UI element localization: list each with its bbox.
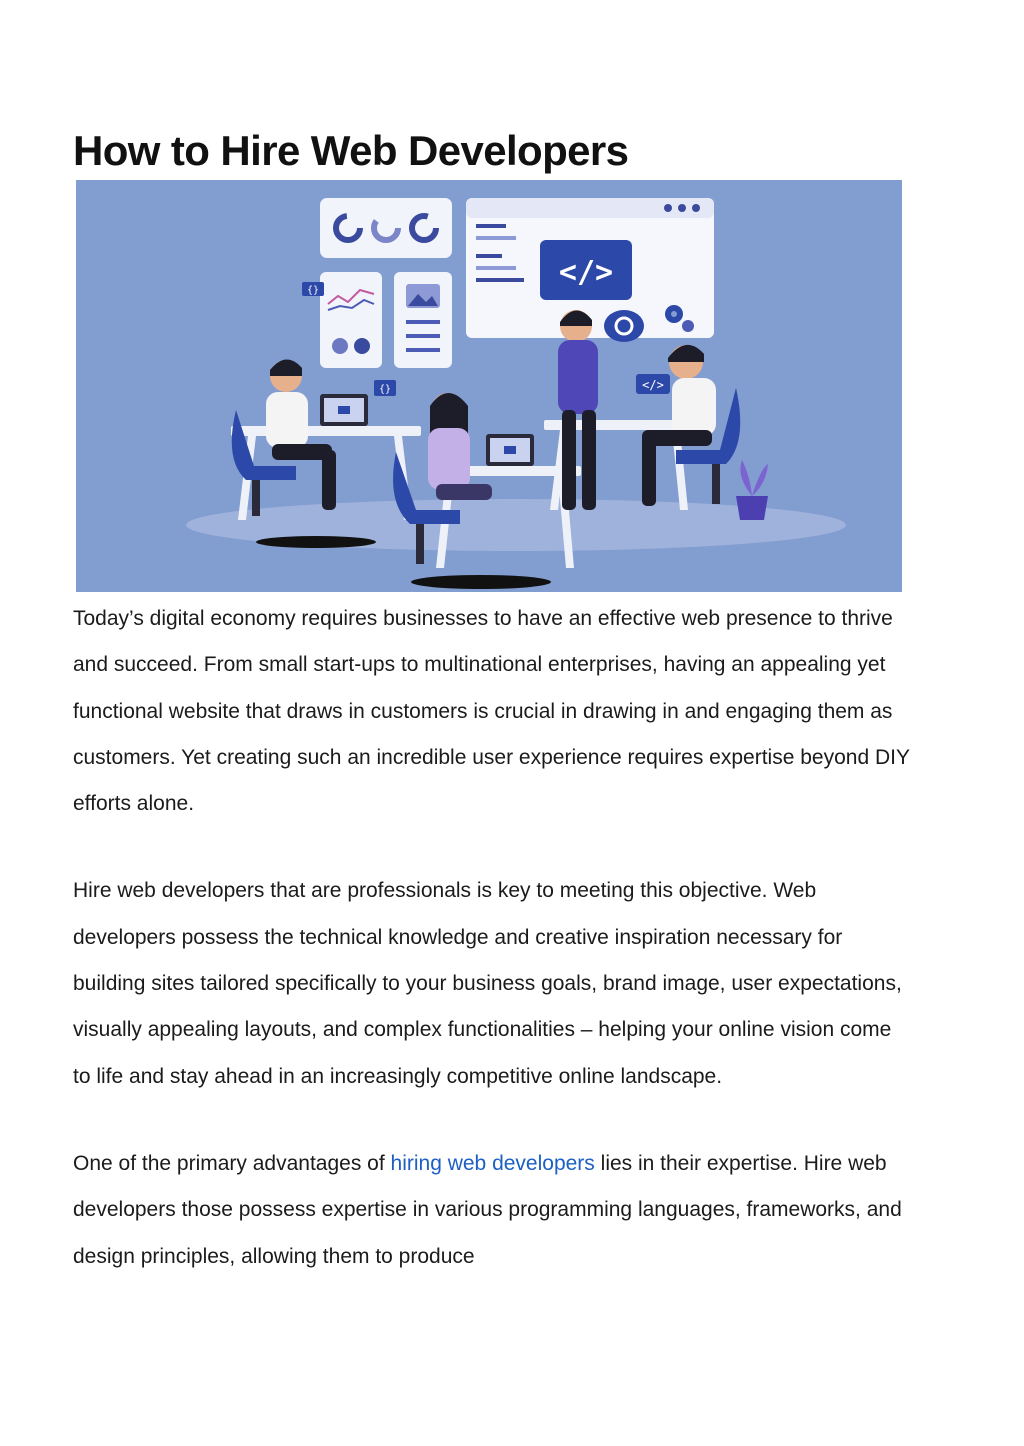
chair-shadow — [411, 575, 551, 589]
code-tag-large: </> — [558, 255, 614, 290]
hiring-web-developers-link[interactable]: hiring web developers — [390, 1151, 595, 1175]
code-tag-badge — [636, 374, 670, 394]
article-body — [73, 596, 913, 1321]
braces-badge — [302, 282, 324, 296]
paragraph-text: One of the primary advantages of — [73, 1151, 391, 1175]
chair-shadow — [256, 536, 376, 548]
stats-card — [320, 198, 452, 258]
braces-badge — [374, 380, 396, 396]
svg-text:</>: </> — [642, 378, 664, 392]
image-card — [394, 272, 452, 368]
svg-text:{}: {} — [378, 384, 392, 395]
svg-text:{}: {} — [306, 285, 320, 296]
laptop — [320, 394, 368, 426]
paragraph-intro: Today’s digital economy requires businesses to have an effective web presence to thrive and succeed. From small start-ups to multinational enterprises, having an appealing yet functional website that draws in customers is crucial in drawing in and engaging them as customers. Yet creating such an incredible user experience requires expertise beyond DIY efforts alone. — [73, 607, 910, 816]
chart-card — [320, 272, 382, 368]
laptop — [486, 434, 534, 466]
team-coding-illustration — [76, 180, 902, 592]
plant-pot — [736, 460, 768, 520]
page-title: How to Hire Web Developers — [73, 127, 629, 174]
developer-standing — [558, 310, 598, 510]
paragraph-text: lies in their expertise. Hire web developers those possess expertise in various programming languages, frameworks, and design principles, allowing them to produce — [73, 1151, 902, 1268]
paragraph-advantages — [73, 1141, 913, 1280]
hero-illustration — [76, 180, 902, 592]
paragraph-hire-developers: Hire web developers that are professionals is key to meeting this objective. Web developers possess the technical knowledge and creative inspiration necessary for building sites tailored specifically to your business goals, brand image, user expectations, visually appealing layouts, and complex functionalities – helping your online vision come to life and stay ahead in an increasingly competitive online landscape. — [73, 879, 902, 1088]
